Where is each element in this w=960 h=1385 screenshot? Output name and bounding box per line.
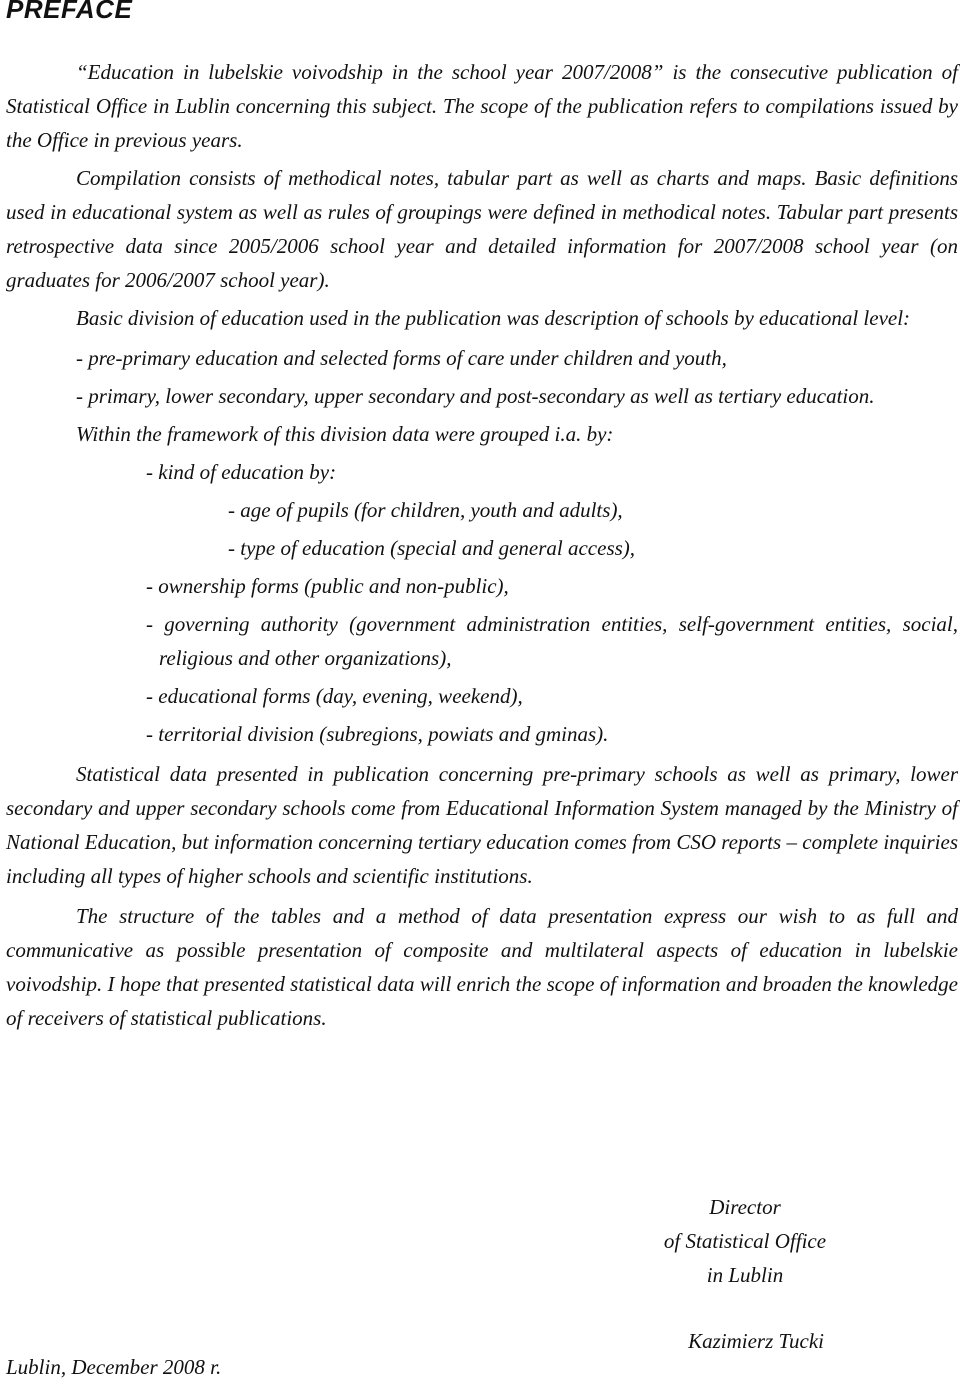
signature-office: of Statistical Office [663, 1229, 827, 1253]
groupings-list [6, 455, 958, 489]
signature-name: Kazimierz Tucki [688, 1329, 824, 1353]
signature-location: in Lublin [706, 1263, 784, 1287]
paragraph-compilation: Compilation consists of methodical notes, tabular part as well as charts and maps. Basic definitions used in educational system as well as rules of groupings were defined in methodical notes. Tabular part presents retrospective data since 2005/2006 school year and detailed information for 2007/2008 school year (on graduates for 2006/2007 school year). [6, 166, 958, 292]
list-item: - primary, lower secondary, upper secondary and post-secondary as well as tertiary education. [76, 384, 875, 408]
signature-block [600, 1190, 890, 1358]
document-body [6, 55, 958, 1035]
list-item: - ownership forms (public and non-public), [146, 574, 509, 598]
paragraph-groupings: Within the framework of this division data were grouped i.a. by: [76, 422, 614, 446]
paragraph-division: Basic division of education used in the publication was description of schools by educational level: [76, 306, 911, 330]
signature-title: Director [709, 1195, 781, 1219]
kind-sublist [6, 493, 958, 565]
paragraph-data-sources: Statistical data presented in publication concerning pre-primary schools as well as primary, lower secondary and upper secondary schools come from Educational Information System managed by the Ministry of National Education, but information concerning tertiary education comes from CSO reports – complete inquiries including all types of higher schools and scientific institutions. [6, 762, 958, 888]
list-item: - type of education (special and general access), [228, 536, 636, 560]
education-levels-list [6, 341, 958, 413]
list-item: - age of pupils (for children, youth and adults), [228, 498, 623, 522]
page-title: PREFACE [6, 0, 133, 24]
paragraph-intro: “Education in lubelskie voivodship in the school year 2007/2008” is the consecutive publication of Statistical Office in Lublin concerning this subject. The scope of the publication refers to compilations issued by the Office in previous years. [6, 60, 958, 152]
groupings-list-continued [6, 569, 958, 751]
list-item: - pre-primary education and selected forms of care under children and youth, [76, 346, 727, 370]
list-item: - educational forms (day, evening, weekend), [146, 684, 523, 708]
list-item: - governing authority (government administration entities, self-government entities, social, religious and other organizations), [146, 612, 958, 670]
list-item: - territorial division (subregions, powiats and gminas). [146, 722, 609, 746]
place-and-date: Lublin, December 2008 r. [6, 1355, 222, 1379]
paragraph-closing: The structure of the tables and a method of data presentation express our wish to as full and communicative as possible presentation of composite and multilateral aspects of education in lubelskie voivodship. I hope that presented statistical data will enrich the scope of information and broaden the knowledge of receivers of statistical publications. [6, 904, 958, 1030]
list-item: - kind of education by: [146, 460, 337, 484]
